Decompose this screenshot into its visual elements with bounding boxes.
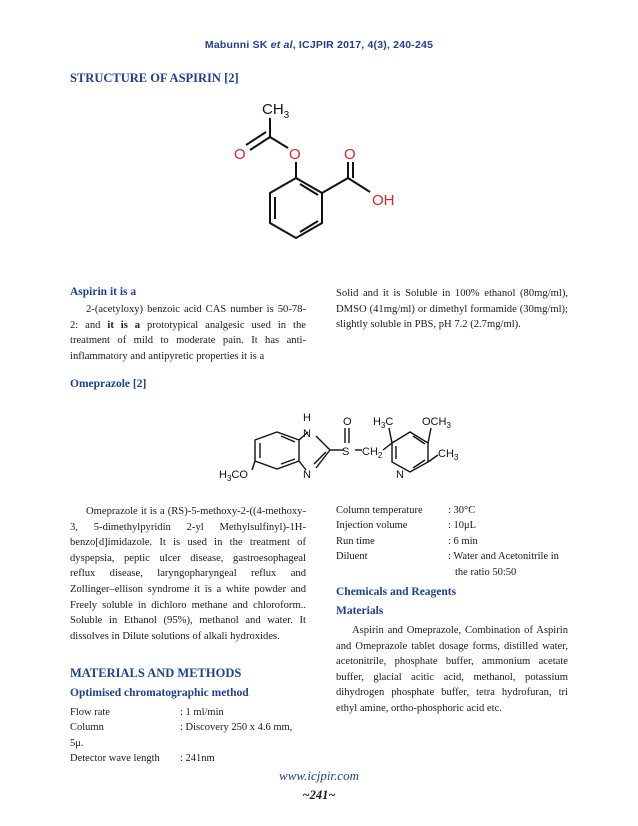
param-row: Column temperature : 30°C [336,505,476,516]
ch2-label: $CH_2$ [362,446,383,460]
sulfur-label: S [342,446,350,458]
bond-c-o-single [270,137,288,148]
imid-n-label: N [303,469,311,481]
imid-2 [316,436,330,450]
h3co-label: $H_3CO$ [219,469,248,483]
aspirin-description: 2-(acetyloxy) benzoic acid CAS number is 50-78-2: and it is a prototypical analgesic used in the treatment of mild to moderate pain. It has anti-inflammatory and antipyretic properties it is a [70,304,306,362]
pyridine-ring [392,432,428,472]
bond-cooh-oh [348,178,370,192]
bond-ring-cooh [322,178,348,193]
param-row: Detector wave length : 241nm [70,753,215,765]
materials-subheading: Materials [336,605,384,617]
py-methoxy-bond [428,428,431,443]
ring-oxygen-label: O [289,146,301,163]
param-wrap: 5μ. [70,737,84,749]
py-ch3-bond [428,455,438,462]
params-right [336,503,568,580]
aspirin-structure-heading: STRUCTURE OF ASPIRIN [2] [70,71,239,85]
param-row: Injection volume : 10μL [336,520,477,532]
materials-list: Aspirin and Omeprazole, Combination of Aspirin and Omeprazole tablet dosage forms, distilled water, acetonitrile, phosphate buffer, ammonium acetate buffer, glacial acitic acid, methanol, potassium dihydrogen phosphate buffer, tetra hydrofuran, tri ethyl amine, ortho-phosphoric acid etc. [336,625,568,714]
acid-oxygen-label: O [344,146,356,163]
nh-n-label: N [303,428,311,440]
hydroxyl-label: OH [372,192,395,209]
header-etal: et al [270,39,293,51]
param-row: Run time : 6 min [336,535,478,547]
param-row: Column : Discovery 250 x 4.6 mm, [70,722,293,734]
bond-c-o-double-b [246,132,266,145]
aspirin-bonds [246,118,370,238]
param-row: Diluent : Water and Acetonitrile in [336,551,559,563]
header-citation: , ICJPIR 2017, 4(3), 240-245 [292,39,434,51]
omeprazole-structure-diagram [210,405,470,490]
sulfoxide-o-label: O [343,416,352,428]
bond-c-o-double-a [250,137,270,150]
ester-oxygen-label: O [234,146,246,163]
param-wrap: the ratio 50:50 [455,566,517,578]
materials-methods-heading: MATERIALS AND METHODS [70,666,242,680]
running-header [0,39,638,51]
py-methyl-bond [389,428,392,443]
bond-ch2-py [383,443,392,450]
methyl-label: $CH_3$ [262,101,290,121]
methoxy-bond [252,461,255,470]
params-left [70,705,310,767]
chromatographic-method-heading: Optimised chromatographic method [70,687,249,699]
benz-ring [255,432,299,469]
h3c-top-label: $H_3C$ [373,416,394,430]
nh-h-label: H [303,412,311,424]
ch3-label: $CH_3$ [438,448,459,462]
aspirin-heading: Aspirin it is a [70,286,137,298]
benzene-ring [270,178,322,238]
pyridine-n-label: N [396,469,404,481]
omeprazole-heading: Omeprazole [2] [70,378,147,390]
header-author: Mabunni SK [204,39,268,51]
benz-double-3 [281,436,295,442]
page-number: ~241~ [302,788,336,802]
footer-url[interactable]: www.icjpir.com [279,768,359,783]
och3-label: $OCH_3$ [422,416,451,430]
aspirin-structure-diagram [220,90,420,270]
aspirin-solubility: Solid and it is Soluble in 100% ethanol (80mg/ml), DMSO (41mg/ml) or dimethyl formamide (30mg/ml); slightly soluble in PBS, pH 7.2 (2.7mg/ml). [336,288,568,331]
chemicals-heading: Chemicals and Reagents [336,586,457,598]
omeprazole-description: Omeprazole it is a (RS)-5-methoxy-2-((4-methoxy-3, 5-dimethylpyridin 2-yl Methylsulfinyl)-1H-benzo[d]imidazole. It is used in the treatment of dyspepsia, peptic ulcer disease, gastroesophageal reflux disease, laryngopharyngeal reflux and Zollinger–ellison syndrome it is a white powder and Freely soluble in dichloro methane and chloroform.. Soluble in Ethanol (95%), methanol and water. It dissolves in Dilute solutions of alkali hydroxides. [70,506,306,642]
param-row: Flow rate : 1 ml/min [70,707,224,718]
